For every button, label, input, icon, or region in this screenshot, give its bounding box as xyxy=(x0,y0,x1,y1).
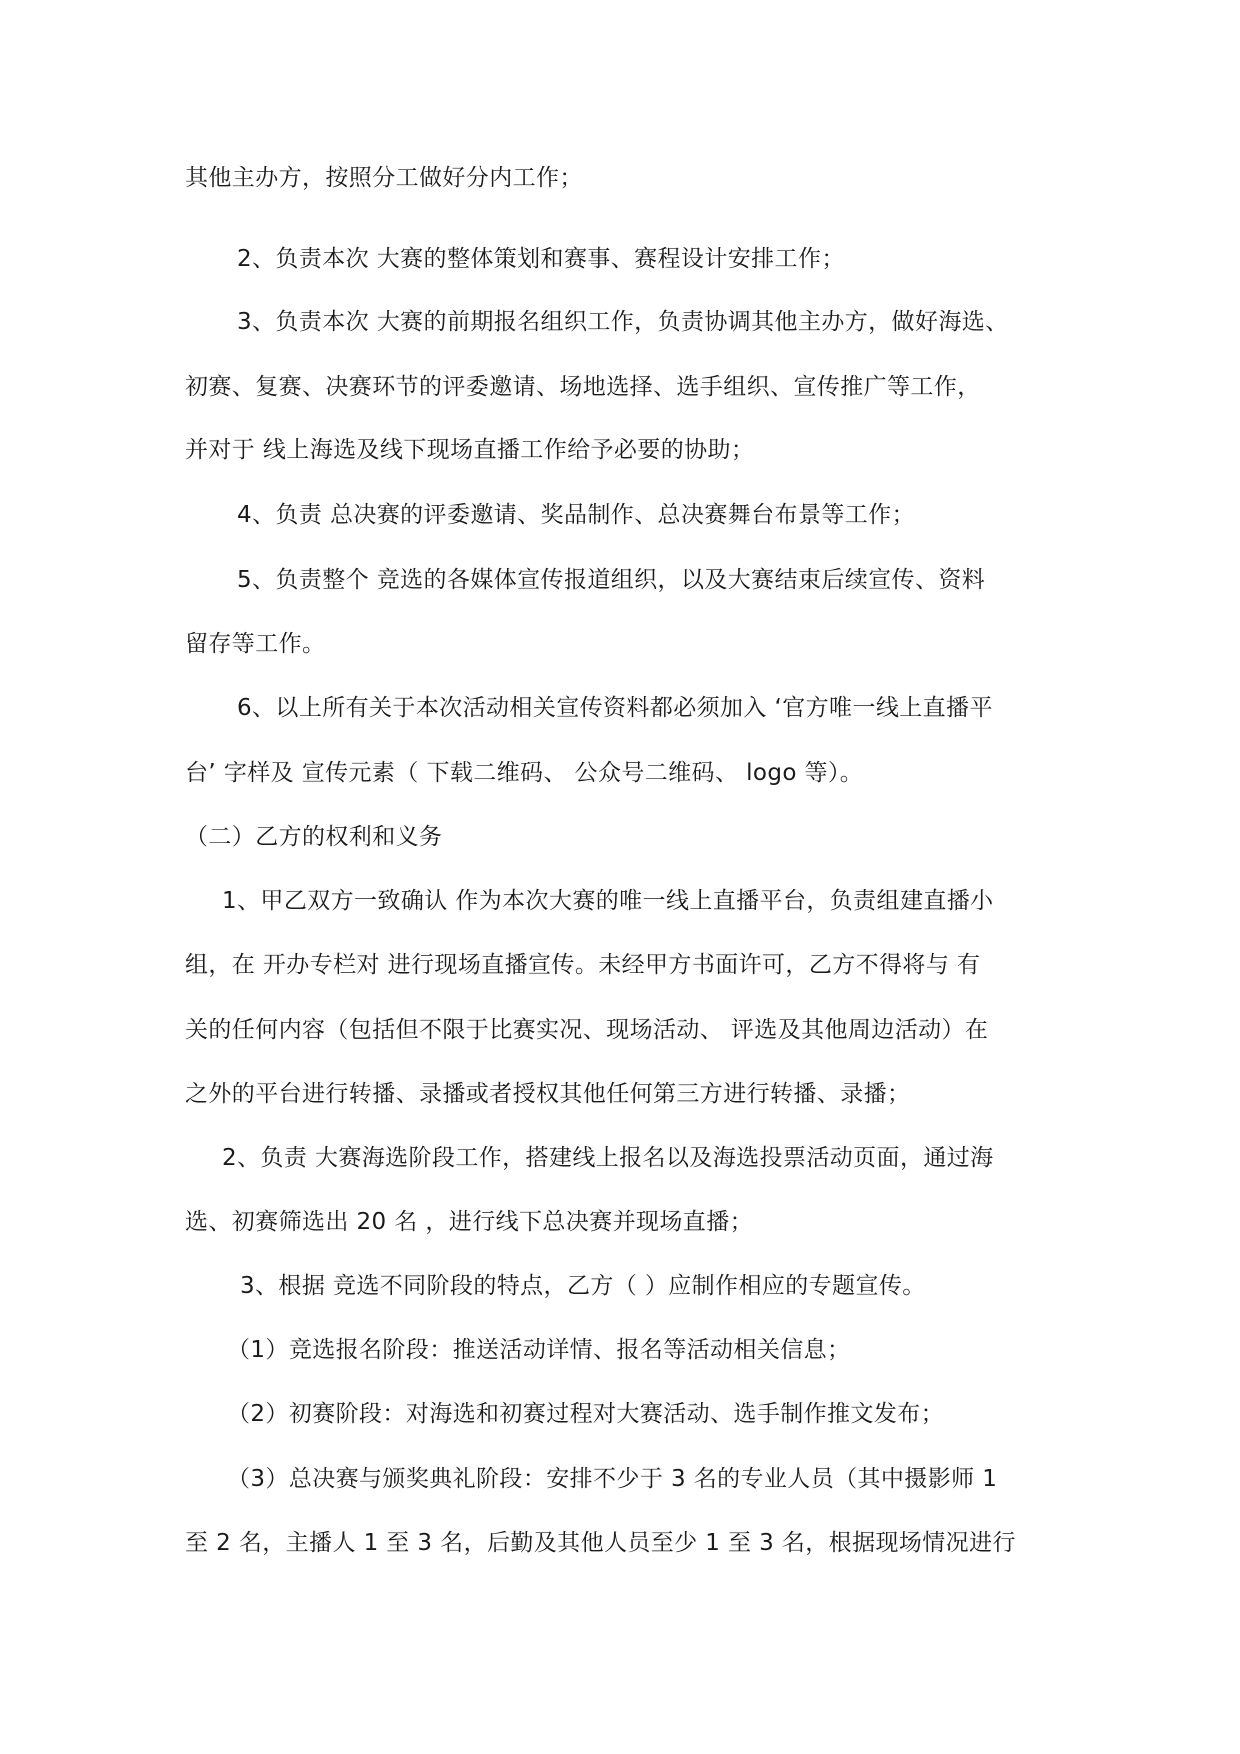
list-item-3: （3）总决赛与颁奖典礼阶段：安排不少于 3 名的专业人员（其中摄影师 1 xyxy=(227,1466,998,1492)
section-heading: （二）乙方的权利和义务 xyxy=(185,824,443,850)
paragraph-line-15: 之外的平台进行转播、录播或者授权其他任何第三方进行转播、录播； xyxy=(185,1081,911,1107)
paragraph-line-12: 1、甲乙双方一致确认 作为本次大赛的唯一线上直播平台，负责组建直播小 xyxy=(222,888,994,914)
paragraph-line-18: 3、根据 竞选不同阶段的特点，乙方（ ）应制作相应的专题宣传。 xyxy=(240,1273,926,1299)
paragraph-line-5: 并对于 线上海选及线下现场直播工作给予必要的协助； xyxy=(185,437,755,463)
paragraph-line-9: 6、以上所有关于本次活动相关宣传资料都必须加入 ‘官方唯一线上直播平 xyxy=(237,695,993,721)
paragraph-line-3: 3、负责本次 大赛的前期报名组织工作，负责协调其他主办方，做好海选、 xyxy=(237,309,1009,335)
paragraph-line-16: 2、负责 大赛海选阶段工作，搭建线上报名以及海选投票活动页面，通过海 xyxy=(222,1145,994,1171)
paragraph-line-13: 组，在 开办专栏对 进行现场直播宣传。未经甲方书面许可，乙方不得将与 有 xyxy=(185,952,981,978)
paragraph-line-10: 台’ 字样及 宣传元素（ 下载二维码、 公众号二维码、 logo 等）。 xyxy=(185,760,864,786)
paragraph-line-1: 其他主办方，按照分工做好分内工作； xyxy=(185,165,583,191)
paragraph-line-6: 4、负责 总决赛的评委邀请、奖品制作、总决赛舞台布景等工作； xyxy=(237,502,915,528)
list-item-1: （1）竞选报名阶段：推送活动详情、报名等活动相关信息； xyxy=(227,1337,851,1363)
paragraph-line-22: 至 2 名，主播人 1 至 3 名，后勤及其他人员至少 1 至 3 名，根据现场情况进行 xyxy=(185,1530,1016,1556)
paragraph-line-2: 2、负责本次 大赛的整体策划和赛事、赛程设计安排工作； xyxy=(237,246,845,272)
paragraph-line-17: 选、初赛筛选出 20 名 ，进行线下总决赛并现场直播； xyxy=(185,1209,753,1235)
paragraph-line-7: 5、负责整个 竞选的各媒体宣传报道组织，以及大赛结束后续宣传、资料 xyxy=(237,567,986,593)
paragraph-line-4: 初赛、复赛、决赛环节的评委邀请、场地选择、选手组织、宣传推广等工作， xyxy=(185,374,981,400)
list-item-2: （2）初赛阶段：对海选和初赛过程对大赛活动、选手制作推文发布； xyxy=(227,1401,945,1427)
paragraph-line-8: 留存等工作。 xyxy=(185,631,326,657)
paragraph-line-14: 关的任何内容（包括但不限于比赛实况、现场活动、 评选及其他周边活动）在 xyxy=(185,1017,989,1043)
